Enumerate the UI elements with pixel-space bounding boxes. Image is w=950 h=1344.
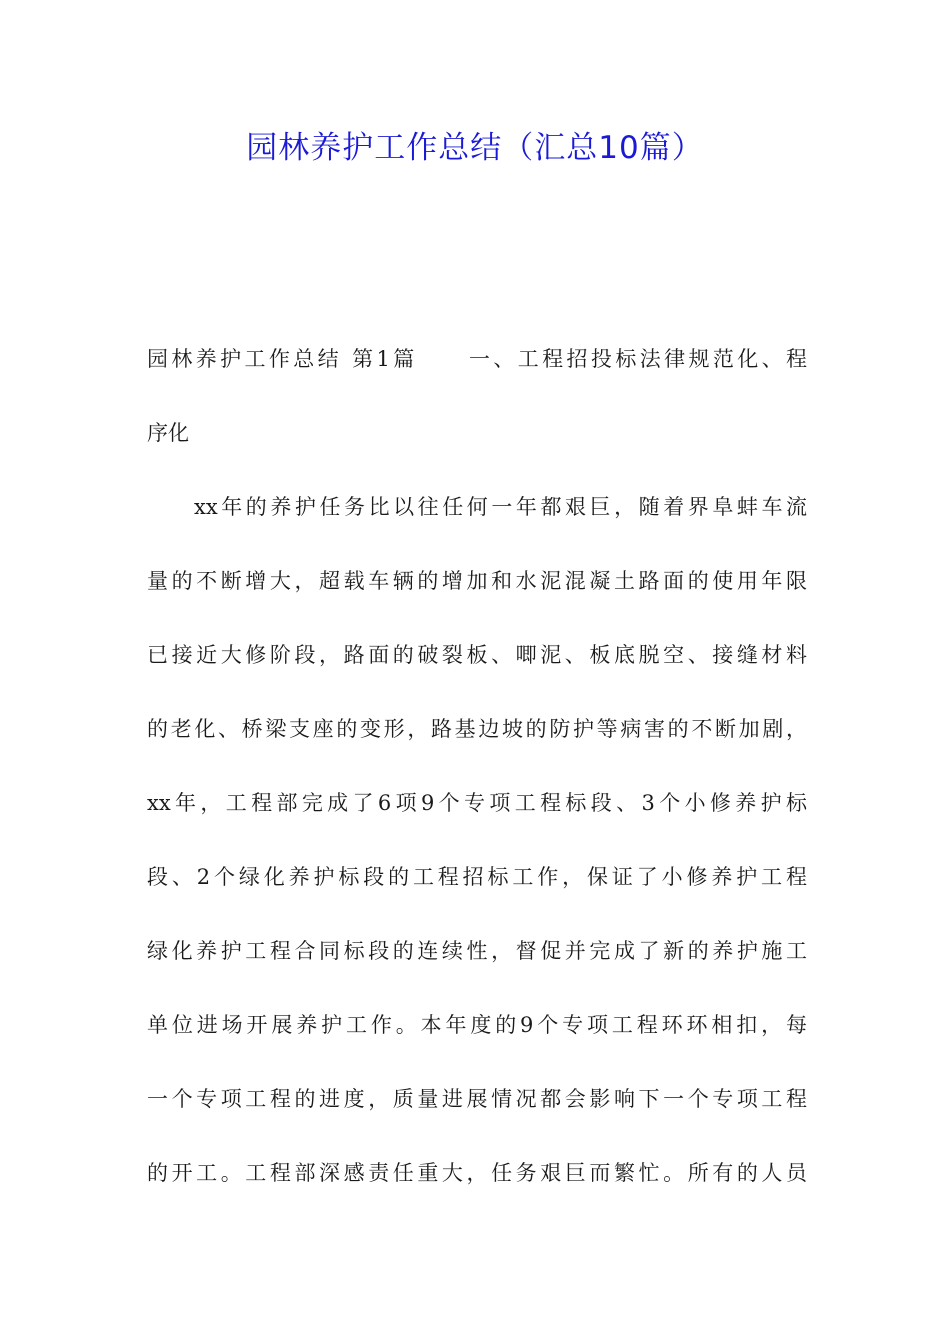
paragraph-line: 一个专项工程的进度，质量进展情况都会影响下一个专项工程 bbox=[147, 1087, 807, 1111]
section-heading-block bbox=[147, 322, 807, 470]
paragraph-line: 绿化养护工程合同标段的连续性，督促并完成了新的养护施工 bbox=[147, 939, 807, 963]
paragraph-line: xx年，工程部完成了6项9个专项工程标段、3个小修养护标 bbox=[147, 791, 807, 815]
subheading-continuation: 序化 bbox=[147, 421, 189, 445]
subheading-text: 一、工程招投标法律规范化、程 bbox=[465, 347, 807, 371]
section-label: 园林养护工作总结 第1篇 bbox=[147, 347, 418, 371]
paragraph-line: 已接近大修阶段，路面的破裂板、唧泥、板底脱空、接缝材料 bbox=[147, 643, 807, 667]
paragraph-line: 单位进场开展养护工作。本年度的9个专项工程环环相扣，每 bbox=[147, 1013, 807, 1037]
paragraph-line: xx年的养护任务比以往任何一年都艰巨，随着界阜蚌车流 bbox=[194, 495, 807, 519]
paragraph-line: 量的不断增大，超载车辆的增加和水泥混凝土路面的使用年限 bbox=[147, 569, 807, 593]
paragraph-line: 的老化、桥梁支座的变形，路基边坡的防护等病害的不断加剧， bbox=[147, 717, 807, 741]
paragraph-line: 的开工。工程部深感责任重大，任务艰巨而繁忙。所有的人员 bbox=[147, 1161, 807, 1185]
section-heading-line bbox=[147, 322, 807, 396]
paragraph bbox=[147, 470, 807, 1210]
paragraph-line: 段、2个绿化养护标段的工程招标工作，保证了小修养护工程 bbox=[147, 865, 807, 889]
document-title: 园林养护工作总结（汇总10篇） bbox=[246, 130, 704, 166]
